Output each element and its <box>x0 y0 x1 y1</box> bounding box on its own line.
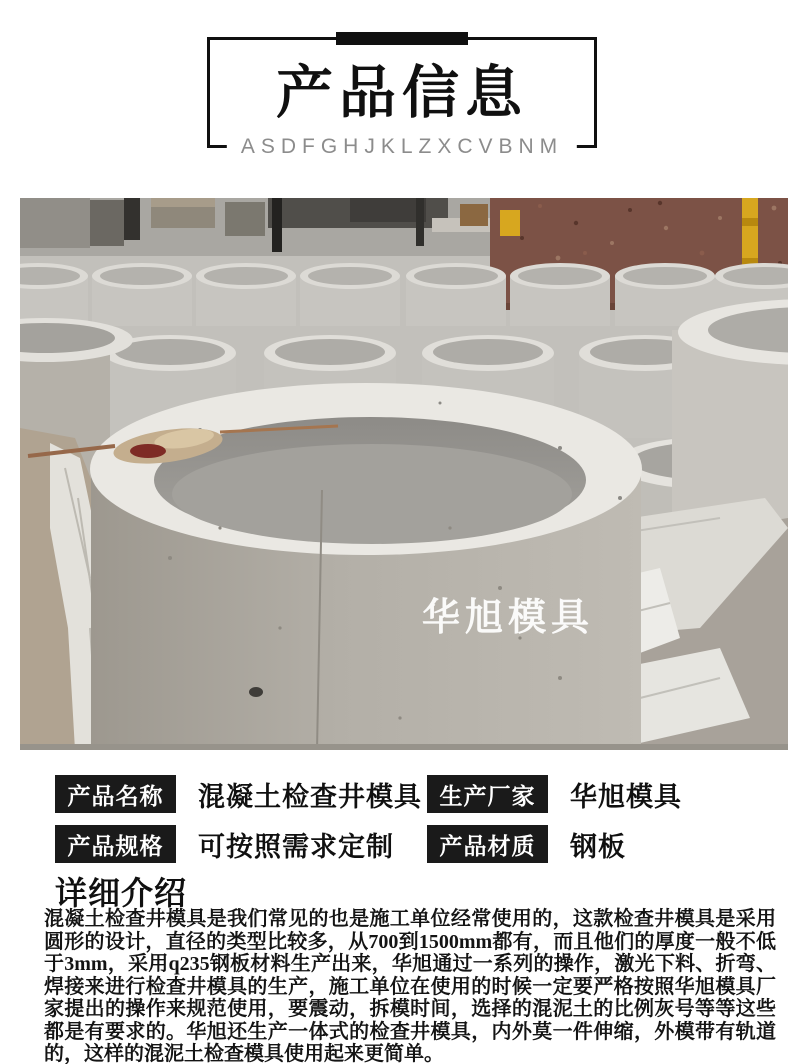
watermark-text: 华旭模具 <box>421 594 595 639</box>
intro-paragraph: 混凝土检查井模具是我们常见的也是施工单位经常使用的，这款检查井模具是采用圆形的设计，直径的类型比较多，从700到1500mm都有，而且他们的厚度一般不低于3mm，采用q235钢板材料生产出来，华旭通过一系列的操作，激光下料、折弯、焊接来进行检查井模具的生产，施工单位在使用的时候一定要严格按照华旭模具厂家提出的操作来规范使用，要震动，拆模时间，选择的混泥土的比例灰号等等这些都是有要求的。华旭还生产一体式的检查井模具，内外莫一件伸缩，外模带有轨道的，这样的混泥土检查模具使用起来更简单。 <box>44 908 776 1064</box>
spec-value-specification: 可按照需求定制 <box>198 831 394 862</box>
spec-label-product-name: 产品名称 <box>55 775 176 813</box>
spec-label-material: 产品材质 <box>427 825 548 863</box>
spec-value-manufacturer: 华旭模具 <box>570 781 682 812</box>
spec-value-product-name: 混凝土检查井模具 <box>198 781 422 812</box>
spec-value-material: 钢板 <box>570 831 626 862</box>
spec-specification <box>55 825 427 863</box>
concrete-molds-photo-svg <box>20 198 788 750</box>
title-frame <box>207 37 597 158</box>
spec-label-specification: 产品规格 <box>55 825 176 863</box>
spec-manufacturer <box>427 775 767 813</box>
spec-material <box>427 825 767 863</box>
product-photo <box>20 198 788 750</box>
title-accent-bar <box>336 32 468 45</box>
spec-product-name <box>55 775 427 813</box>
page-title: 产品信息 <box>276 60 528 125</box>
title-subtitle-letters: ASDFGHJKLZXCVBNM <box>227 135 577 159</box>
intro-heading: 详细介绍 <box>55 875 188 911</box>
spec-label-manufacturer: 生产厂家 <box>427 775 548 813</box>
product-specs <box>55 775 767 863</box>
